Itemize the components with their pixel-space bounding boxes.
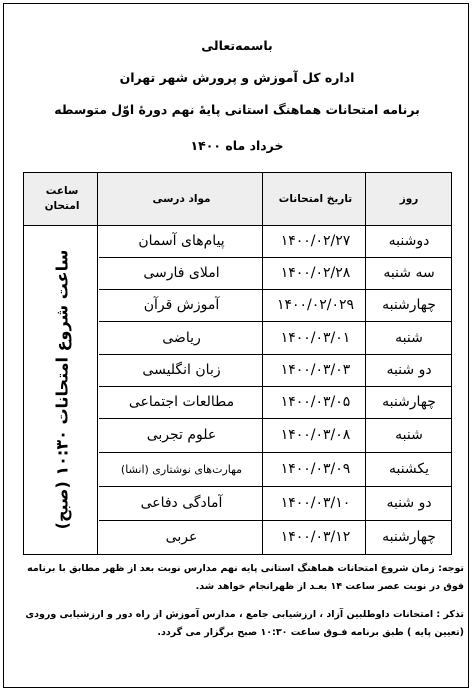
exam-time-text: ساعت شروع امتحانات ۱۰:۳۰ (صبح) [52, 249, 71, 530]
row-subject: ریاضی [162, 329, 201, 346]
row-subject: املای فارسی [143, 265, 220, 281]
row-date: ۱۴۰۰/۰۳/۱۲ [280, 529, 351, 545]
row-date: ۱۴۰۰/۰۳/۰۳ [280, 362, 351, 378]
exam-time-cell [24, 225, 99, 554]
row-day: یکشنبه [388, 461, 430, 477]
header-day: روز [399, 192, 419, 205]
table-row [99, 354, 451, 387]
note-free-candidates: تذکر : امتحانات داوطلبین آزاد ، ارزشیابی جامع ، مدارس آموزش از راه دور و ارزشیابی ورودی (تعیین پایه ) طبق برنامه فـوق ساعت ۱۰:۳۰ صبح برگزار می گردد. [25, 609, 464, 638]
row-subject: مطالعات اجتماعی [128, 394, 235, 410]
row-day: چهارشنبه [382, 297, 436, 313]
row-subject: آمادگی دفاعی [140, 495, 223, 511]
table-row [99, 289, 451, 322]
row-date: ۱۴۰۰/۰۳/۰۱ [280, 329, 351, 346]
row-day: شنبه [395, 329, 423, 346]
table-row [99, 452, 451, 487]
table-row [99, 321, 451, 355]
table-header-row [24, 173, 451, 226]
row-date: ۱۴۰۰/۰۳/۱۰ [280, 495, 351, 511]
table-row [99, 257, 451, 290]
row-date: ۱۴۰۰/۰۳/۰۵ [280, 394, 351, 410]
table-row [99, 225, 451, 258]
header-organization: اداره کل آموزش و پرورش شهر تهران [119, 70, 355, 85]
header-title: برنامه امتحانات هماهنگ استانی پایهٔ نهم دورهٔ اوّل متوسطه [54, 102, 420, 117]
row-date: ۱۴۰۰/۰۲/۰۲۹ [276, 297, 355, 313]
row-day: چهارشنبه [382, 394, 436, 410]
header-date: خرداد ماه ۱۴۰۰ [190, 138, 284, 153]
row-subject: علوم تجربی [146, 427, 217, 443]
row-date: ۱۴۰۰/۰۲/۲۷ [280, 233, 351, 249]
row-day: شنبه [395, 427, 423, 443]
note-afternoon-shift: توجه: زمان شروع امتحانات هماهنگ استانی پایه نهم مدارس نوبت بعد از ظهر مطابق با برنامه فوق در نوبت عصر ساعت ۱۴ بعـد از ظهرانجام خواهد شد. [27, 563, 464, 592]
row-subject: مهارت‌های نوشتاری (انشا) [120, 462, 243, 476]
row-date: ۱۴۰۰/۰۲/۲۸ [280, 265, 351, 281]
table-row [99, 486, 451, 521]
row-subject: زبان انگلیسی [142, 362, 221, 378]
header-bismillah: باسمه‌تعالی [201, 38, 273, 53]
row-subject: عربی [165, 529, 198, 545]
row-day: سه شنبه [383, 265, 435, 281]
table-row [99, 520, 451, 554]
row-day: چهارشنبه [382, 529, 436, 545]
table-row [99, 386, 451, 419]
row-subject: آموزش قرآن [143, 297, 220, 313]
row-date: ۱۴۰۰/۰۳/۰۹ [280, 461, 351, 477]
row-date: ۱۴۰۰/۰۳/۰۸ [280, 427, 351, 443]
header-subject: مواد درسی [152, 192, 211, 205]
row-day: دوشنبه [388, 233, 430, 249]
header-time: ساعت امتحان [44, 185, 80, 212]
table-row [99, 418, 451, 453]
row-subject: پیام‌های آسمان [138, 233, 225, 249]
header-date: تاریخ امتحانات [278, 192, 353, 205]
row-day: دو شنبه [386, 362, 432, 378]
row-day: دو شنبه [386, 495, 432, 511]
exam-schedule-table [23, 172, 452, 555]
